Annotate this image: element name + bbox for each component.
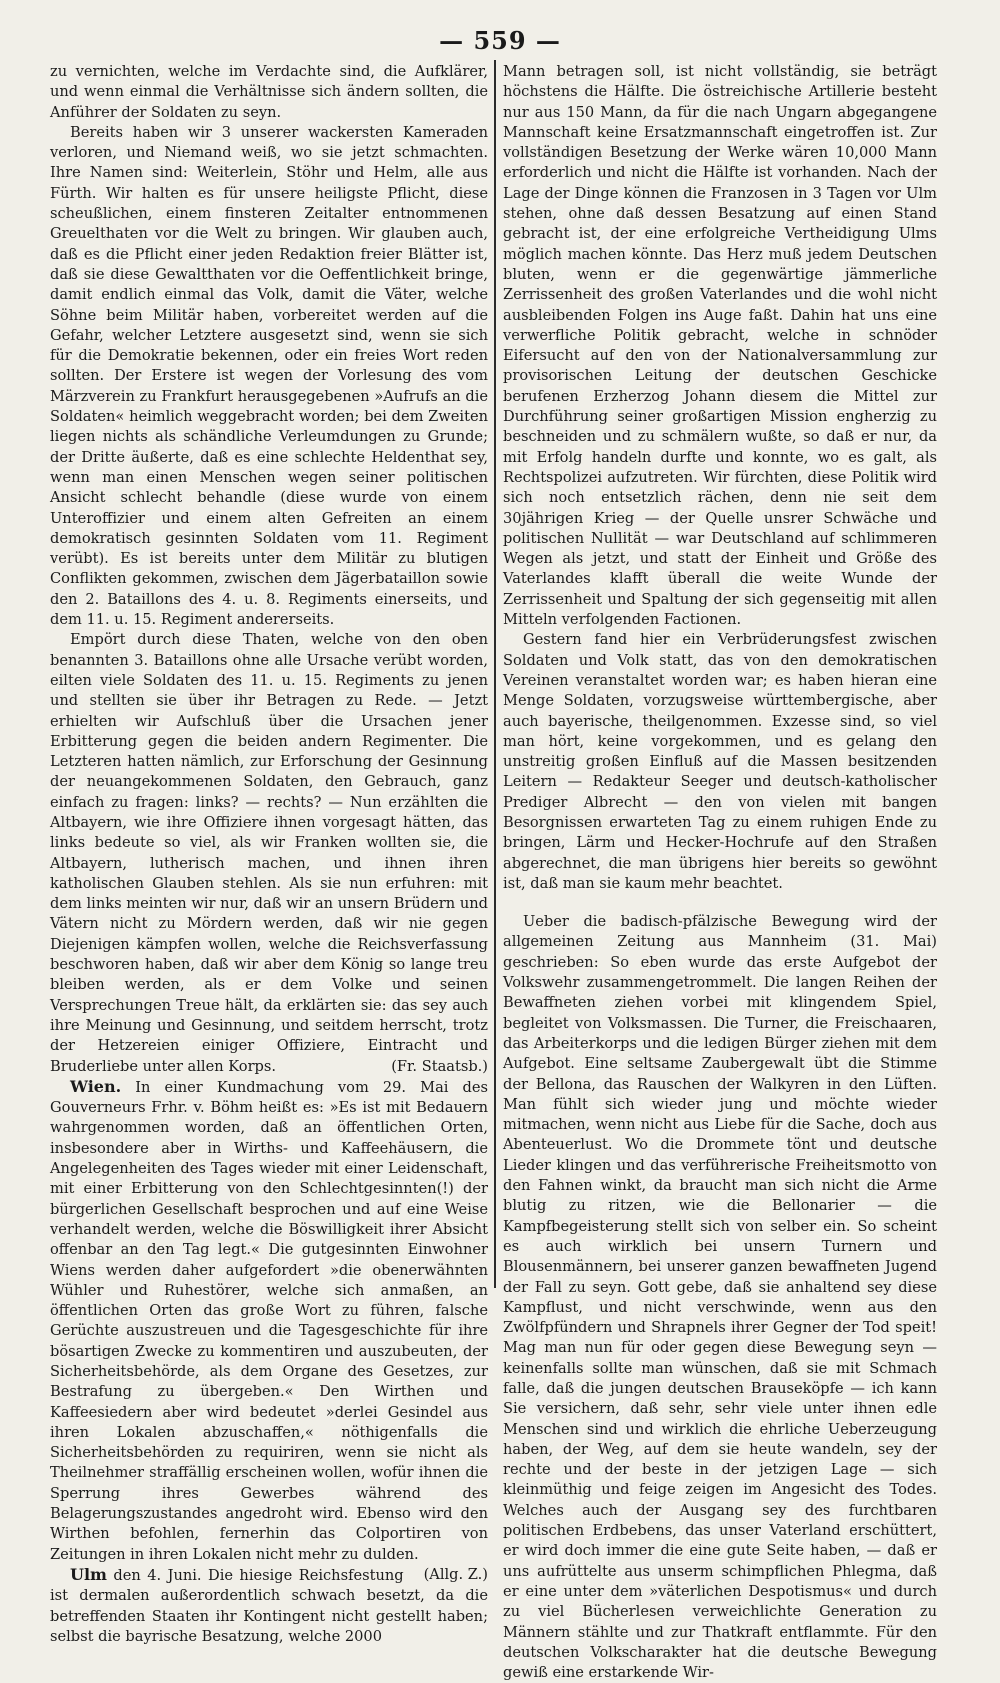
paragraph: Gestern fand hier ein Verbrüderungsfest zwischen Soldaten und Volk statt, das von den demokratischen Vereinen veranstaltet worden war; es haben hieran eine Menge Soldaten, vorzugsweise württembergische, aber auch bayerische, theilgenommen. Exzesse sind, so viel man hört, keine vorgekommen, und es gelang den unstreitig großen Einfluß auf die Massen besitzenden Leitern — Redakteur Seeger und deutsch-katholischer Prediger Albrecht — den von vielen mit bangen Besorgnissen erwarteten Tag zu einem ruhigen Ende zu bringen, Lärm und Hecker-Hochrufe auf den Straßen abgerechnet, die man übrigens hier bereits so gewöhnt ist, daß man sie kaum mehr beachtet. <box>503 631 937 892</box>
paragraph-text: den 4. Juni. Die hiesige Reichsfestung ist dermalen außerordentlich schwach besetzt, da die betreffenden Staaten ihr Kontingent nicht gestellt haben; selbst die bayrische Besatzung, welche 2000 <box>50 1566 488 1645</box>
paragraph-text: In einer Kundmachung vom 29. Mai des Gouverneurs Frhr. v. Böhm heißt es: »Es ist mit Bedauern wahrgenommen worden, daß an öffentlichen Orten, insbesondere aber in Wirths- und Kaffeehäusern, die Angelegenheiten des Tages wieder mit einer Leidenschaft, mit einer Erbitterung von den Schlechtgesinnten(!) der bürgerlichen Gesellschaft besprochen und auf eine Weise verhandelt werden, welche die Böswilligkeit ihrer Absicht offenbar an den Tag legt.« Die gutgesinnten Einwohner Wiens werden daher aufgefordert »die obenerwähnten Wühler und Ruhestörer, welche sich anmaßen, an öffentlichen Orten das große Wort zu führen, falsche Gerüchte auszustreuen und die Tagesgeschichte für ihre bösartigen Zwecke zu kommentiren und auszubeuten, der Sicherheitsbehörde, als dem Organe des Gesetzes, zur Bestrafung zu übergeben.« Den Wirthen und Kaffeesiedern aber wird bedeutet »derlei Gesindel aus ihren Lokalen abzuschaffen,« nöthigenfalls die Sicherheitsbehörden zu requiriren, wenn sie nicht als Theilnehmer straffällig erscheinen wollen, wofür ihnen die Sperrung ihres Gewerbes während des Belagerungszustandes angedroht wird. Ebenso wird den Wirthen befohlen, fernerhin das Colportiren von Zeitungen in ihren Lokalen nicht mehr zu dulden. <box>50 1078 488 1563</box>
paragraph-text: Empört durch diese Thaten, welche von den oben benannten 3. Bataillons ohne alle Ursache verübt worden, eilten viele Soldaten des 11. u. 15. Regiments zu jenen und stellten sie über ihr Betragen zu Rede. — Jetzt erhielten wir Aufschluß über die Ursachen jener Erbitterung gegen die beiden andern Regimenter. Die Letzteren hatten nämlich, zur Erforschung der Gesinnung der neuangekommenen Soldaten, den Gebrauch, ganz einfach zu fragen: links? — rechts? — Nun erzählten die Altbayern, wie ihre Offiziere ihnen vorgesagt hätten, das links bedeute so viel, als wir Franken wollten sie, die Altbayern, lutherisch machen, und ihnen ihren katholischen Glauben stehlen. Als sie nun erfuhren: mit dem links meinten wir nur, daß wir an unsern Brüdern und Vätern nicht zu Mördern werden, daß wir nie gegen Diejenigen kämpfen wollen, welche die Reichsverfassung beschworen haben, daß wir aber dem König so lange treu bleiben werden, als er dem Volke und seinen Versprechungen Treue hält, da erklärten sie: das sey auch ihre Meinung und Gesinnung, und seitdem herrscht, trotz der Hetzereien einiger Offiziere, Eintracht und Bruderliebe unter allen Korps. <box>50 631 488 1075</box>
dateline-place: Ulm <box>70 1564 107 1584</box>
column-divider <box>494 60 496 1288</box>
right-column <box>503 62 937 1682</box>
left-column <box>50 62 488 1645</box>
paragraph: Bereits haben wir 3 unserer wackersten Kameraden verloren, und Niemand weiß, wo sie jetzt schmachten. Ihre Namen sind: Weiterlein, Stöhr und Helm, alle aus Fürth. Wir halten es für unsere heiligste Pflicht, diese scheußlichen, einem finsteren Zeitalter entnommenen Greuelthaten vor die Welt zu bringen. Wir glauben auch, daß es die Pflicht einer jeden Redaktion freier Blätter ist, daß sie diese Gewaltthaten vor die Oeffentlichkeit bringe, damit endlich einmal das Volk, damit die Väter, welche Söhne beim Militär haben, vorbereitet werden auf die Gefahr, welcher Letztere ausgesetzt sind, wenn sie sich für die Demokratie bekennen, oder ein freies Wort reden sollten. Der Erstere ist wegen der Vorlesung des vom Märzverein zu Frankfurt herausgegebenen »Aufrufs an die Soldaten« heimlich weggebracht worden; bei dem Zweiten liegen nichts als schändliche Verleumdungen zu Grunde; der Dritte äußerte, daß es eine schlechte Heldenthat sey, wenn man einen Menschen wegen seiner politischen Ansicht schlecht behandle (diese wurde von einem Unteroffizier und einem alten Gefreiten an einem demokratisch gesinnten Soldaten vom 11. Regiment verübt). Es ist bereits unter dem Militär zu blutigen Conflikten gekommen, zwischen dem Jägerbataillon sowie den 2. Bataillons des 4. u. 8. Regiments einerseits, und dem 11. u. 15. Regiment andererseits. <box>50 123 488 629</box>
source-citation: (Allg. Z.) <box>423 1565 488 1583</box>
paragraph <box>50 630 488 1077</box>
dateline-place: Wien. <box>70 1076 122 1096</box>
paragraph: Ueber die badisch-pfälzische Bewegung wird der allgemeinen Zeitung aus Mannheim (31. Mai) geschrieben: So eben wurde das erste Aufgebot der Volkswehr zusammengetrommelt. Die langen Reihen der Bewaffneten ziehen vorbei mit klingendem Spiel, begleitet von Volksmassen. Die Turner, die Freischaaren, das Arbeiterkorps und die ledigen Bürger ziehen mit dem Aufgebot. Eine seltsame Zaubergewalt übt die Stimme der Bellona, das Rauschen der Walkyren in den Lüften. Man fühlt sich wieder jung und möchte wieder mitmachen, wenn nicht aus Liebe für die Sache, doch aus Abenteuerlust. Wo die Drommete tönt und deutsche Lieder klingen und das verführerische Freiheitsmotto von den Fahnen winkt, da braucht man sich nicht die Arme blutig zu ritzen, wie die Bellonarier — die Kampfbegeisterung stellt sich von selber ein. So scheint es auch wirklich bei unsern Turnern und Blousenmännern, bei unserer ganzen bewaffneten Jugend der Fall zu seyn. Gott gebe, daß sie anhaltend sey diese Kampflust, und nicht verschwinde, wenn aus den Zwölfpfündern und Shrapnels ihrer Gegner der Tod speit! Mag man nun für oder gegen diese Bewegung seyn — keinenfalls sollte man wünschen, daß sie mit Schmach falle, daß die jungen deutschen Brauseköpfe — ich kann Sie versichern, daß sehr, sehr viele unter ihnen edle Menschen sind und wirklich die ehrliche Ueberzeugung haben, der Weg, auf dem sie heute wandeln, sey der rechte und der beste in der jetzigen Lage — sich kleinmüthig und feige zeigen im Angesicht des Todes. Welches auch der Ausgang sey des furchtbaren politischen Erdbebens, das unser Vaterland erschüttert, er wird doch immer die eine gute Seite haben, — daß er uns aufrüttelte aus unserm schimpflichen Phlegma, daß er eine unter dem »väterlichen Despotismus« und durch zu viel Bücherlesen verweichlichte Generation zu Männern stählte und zur Thatkraft entflammte. Für den deutschen Volkscharakter hat die deutsche Bewegung gewiß eine erstarkende Wir- <box>503 913 937 1682</box>
page-number: — 559 — <box>439 26 561 55</box>
paragraph: Mann betragen soll, ist nicht vollständig, sie beträgt höchstens die Hälfte. Die östreichische Artillerie besteht nur aus 150 Mann, da für die nach Ungarn abgegangene Mannschaft keine Ersatzmannschaft eingetroffen ist. Zur vollständigen Besetzung der Werke wären 10,000 Mann erforderlich und nicht die Hälfte ist vorhanden. Nach der Lage der Dinge können die Franzosen in 3 Tagen vor Ulm stehen, ohne daß dessen Besatzung auf einen Stand gebracht ist, der eine erfolgreiche Vertheidigung Ulms möglich machen könnte. Das Herz muß jedem Deutschen bluten, wenn er die gegenwärtige jämmerliche Zerrissenheit des großen Vaterlandes und die wohl nicht ausbleibenden Folgen ins Auge faßt. Dahin hat uns eine verwerfliche Politik gebracht, welche in schnöder Eifersucht auf den von der Nationalversammlung zur provisorischen Leitung der deutschen Geschicke berufenen Erzherzog Johann diesem die Mittel zur Durchführung seiner großartigen Mission engherzig zu beschneiden und zu schmälern wußte, so daß er nur, da mit Erfolg handeln durfte und konnte, wo es galt, als Rechtspolizei aufzutreten. Wir fürchten, diese Politik wird sich noch entsetzlich rächen, denn nie seit dem 30jährigen Krieg — der Quelle unsrer Schwäche und politischen Nullität — war Deutschland auf schlimmeren Wegen als jetzt, und statt der Einheit und Größe des Vaterlandes klafft überall die weite Wunde der Zerrissenheit und Spaltung der sich gegenseitig mit allen Mitteln verfolgenden Factionen. <box>503 63 937 629</box>
paragraph: zu vernichten, welche im Verdachte sind, die Aufklärer, und wenn einmal die Verhältnisse sich ändern sollten, die Anführer der Soldaten zu seyn. <box>50 63 488 121</box>
source-citation: (Fr. Staatsb.) <box>391 1057 488 1075</box>
